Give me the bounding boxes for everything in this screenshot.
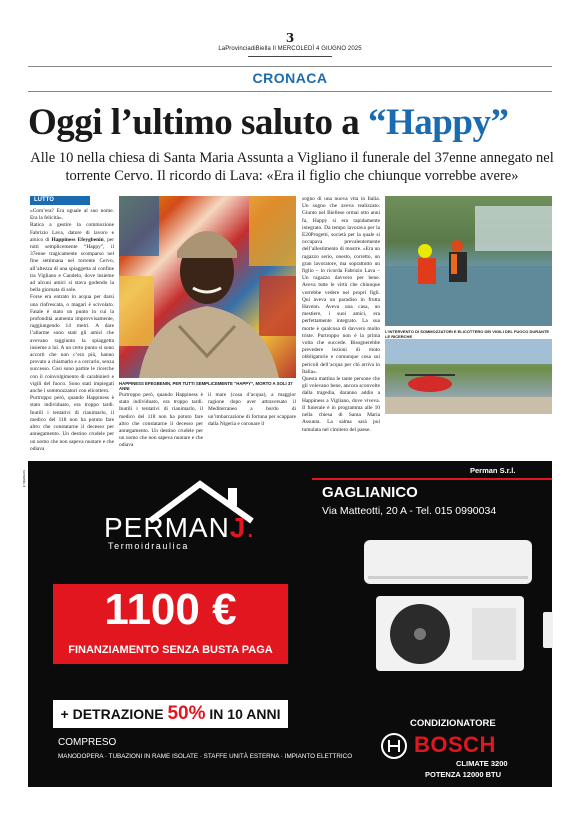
ad-logo-sub: Termoidraulica	[108, 541, 189, 551]
article-column-2a	[119, 392, 203, 458]
ad-financing: FINANZIAMENTO SENZA BUSTA PAGA	[68, 644, 273, 656]
rescue-photo-river	[385, 196, 552, 326]
section-rule-top	[28, 66, 552, 67]
ad-included-list: MANODOPERA · TUBAZIONI IN RAME ISOLATE · STAFFE UNITÀ ESTERNA · IMPIANTO ELETTRICO	[58, 753, 353, 760]
river-illustration	[385, 196, 552, 326]
article-column-1	[30, 208, 114, 458]
paragraph-text: Forse era entrato in acqua per darsi una rinfrescata, o magari è scivolato. Fatale è stato un punto in cui la profondità aumenta improvvisamente, raggiungendo 14 metri. A dare l’allarme sono stati gli amici che avevano raggiunto la spiaggetta insieme a lui. A un certo punto si sono accorti che non c’era più, hanno provato a chiamarlo e a cercarlo, senza successo. Così sono partite le ricerche con il coinvolgimento di carabinieri e vigili del fuoco. Sono stati impiegati anche i sommozzatori con elicottero.	[30, 294, 114, 395]
person-name: Happiness Efeygbenin	[51, 236, 104, 243]
article-column-3	[302, 196, 380, 458]
ad-detraction	[53, 703, 288, 725]
section-rule-bottom	[28, 91, 552, 92]
article-column-2b	[208, 392, 296, 458]
page-number: 3	[285, 31, 295, 45]
rescue-photo-helicopter	[385, 339, 552, 414]
headline-main: Oggi l’ultimo saluto a	[28, 102, 369, 143]
ad-product-title: CONDIZIONATORE	[410, 718, 496, 729]
fan-icon	[376, 596, 524, 671]
logo-dot: .	[246, 512, 256, 543]
paragraph-text: Purtroppo però, quando Happiness è stato individuato, era troppo tardi. Inutili i tentativi di rianimarlo, il medico del 118 non ha potuto fare altro che constatarne il decesso per annegamento. Un destino crudele per un uomo che non sapeva nuotare e che odiava	[30, 395, 114, 452]
paragraph-text: , per tutti semplicemente “Happy”, il 37enne tragicamente scomparso nel fine settimana nel torrente Cervo, all’altezza di una spiaggetta al confine tra Vigliano e Candelo, dove insieme ad alcuni amici si stava godendo la bella giornata di sole.	[30, 236, 114, 294]
bosch-logo-icon	[380, 732, 408, 760]
ad-price: 1100 €	[104, 585, 237, 634]
paragraph-text: il mare (cosa d’acqua), a maggior ragione dopo aver attraversato il Mediterraneo a bordo di un’imbarcazione di fortuna per scappare dalla Nigeria e coronare il	[208, 392, 296, 427]
header-divider	[248, 56, 332, 57]
headline	[28, 101, 556, 145]
detraction-pre: + DETRAZIONE	[60, 706, 168, 722]
ac-remote	[543, 612, 553, 648]
logo-letter: J	[229, 512, 247, 543]
paragraph-text: sogno di una nuova vita in Italia. Un sogno che aveva realizzato. Giunto nel Biellese ormai otto anni fa, Happy si era rapidamente integrato. Da tempo lavorava per la E20Progetti, società per la quale si occupava prevalentemente dell’allestimento di mostre. «Era un ragazzo serio, onesto, corretto, un gran lavoratore, ma soprattutto un figlio – lo ricorda Fabrizio Lava – Un ragazzo davvero per bene. Aveva tutte le virtù che chiunque vorrebbe vedere nei propri figli. Qui aveva un paradiso in frutta Havenn. Aveva una casa, un mestiere, i suoi amici, era perfettamente integrato. La sua morte è qualcosa di davvero molto triste. Purtroppo non è la prima volta che succede. Bisognerebbe prevedere lezioni di moto obbligatorie e comunque cosa sui pericoli dell’acqua per chi arriva in Italia».	[302, 196, 380, 375]
paragraph-text: Ratica a gestire la commozione Fabrizio Lava, datore di lavoro e amico di	[30, 222, 114, 243]
ad-address: Via Matteotti, 20 A - Tel. 015 0990034	[322, 505, 497, 517]
portrait-illustration	[119, 196, 296, 378]
portrait-photo	[119, 196, 296, 378]
portrait-caption: HAPPINESS EFEGBENIN, PER TUTTI SEMPLICEMENTE “HAPPY”, MORTO A SOLI 37 ANNI	[119, 381, 293, 391]
lead-paragraph: «Com’era? Era uguale al suo nome. Era la felicità».	[30, 208, 114, 222]
paragraph-text: Purtroppo però, quando Happiness è stato individuato, era troppo tardi. Inutili i tentativi di rianimarlo, il medico del 118 non ha potuto fare altro che constatarne il decesso per annegamento. Un destino crudele per un uomo che non sapeva nuotare e che odiava	[119, 392, 203, 449]
ad-brand: BOSCH	[414, 732, 496, 757]
ad-red-line	[312, 478, 552, 480]
category-tag: LUTTO	[30, 196, 90, 205]
section-title: CRONACA	[252, 70, 328, 86]
ad-spec-2: POTENZA 12000 BTU	[425, 770, 501, 779]
helicopter-illustration	[385, 339, 552, 414]
logo-word: PERMAN	[104, 512, 230, 543]
detraction-post: IN 10 ANNI	[205, 706, 281, 722]
subheadline: Alle 10 nella chiesa di Santa Maria Assunta a Vigliano il funerale del 37enne annegato nel torrente Cervo. Il ricordo di Lava: «Era il figlio che chiunque vorrebbe avere»	[30, 150, 554, 184]
ad-city: GAGLIANICO	[322, 484, 418, 501]
ad-side-code: somvedo.it	[22, 470, 26, 487]
detraction-percent: 50%	[167, 703, 206, 724]
rescue-caption: L’INTERVENTO DI SOMMOZZATORI E ELICOTTERO DEI VIGILI DEL FUOCO DURANTE LE RICERCHE	[385, 329, 550, 339]
ad-logo	[104, 512, 255, 544]
headline-name: “Happy”	[368, 102, 509, 143]
ac-vent	[368, 576, 528, 579]
dateline: LaProvinciadiBiella Il MERCOLEDÌ 4 GIUGNO 2025	[218, 46, 362, 52]
ac-outdoor-unit	[376, 596, 524, 671]
ad-company: Perman S.r.l.	[470, 466, 516, 475]
paragraph-text: Questa mattina le tante persone che gli volevano bene, ancora sconvolte dalla tragedia, daranno addio a Happiness a Vigliano, dove viveva. Il funerale è in programma alle 10 nella chiesa di Santa Maria Assunta. La salma sarà poi tumulata nel cimitero del paese.	[302, 376, 380, 433]
ad-spec-1: CLIMATE 3200	[456, 759, 508, 768]
ad-included-title: COMPRESO	[58, 737, 117, 748]
